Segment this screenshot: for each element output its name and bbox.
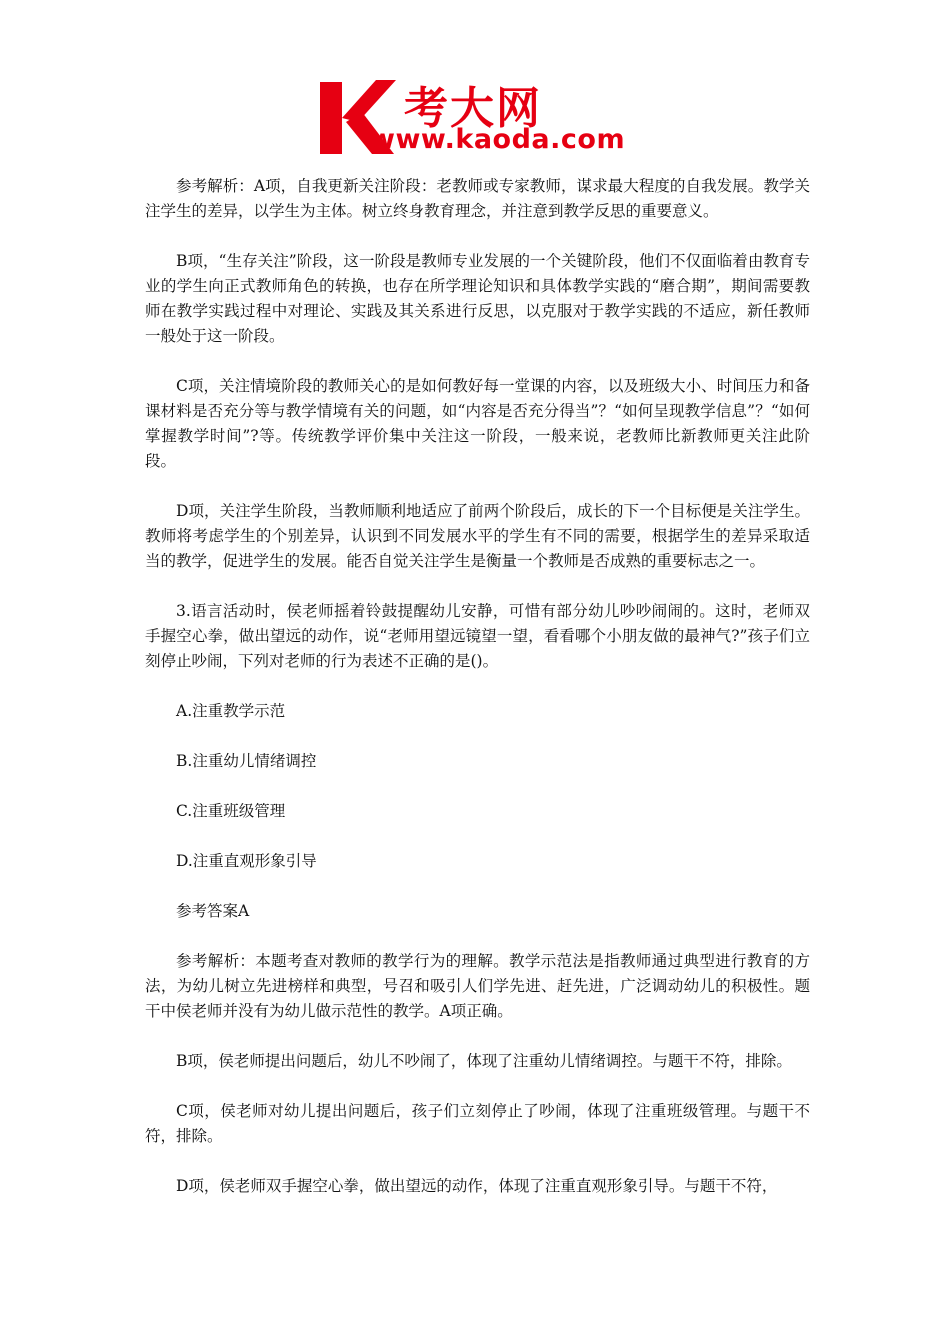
paragraph-analysis-a: 参考解析：A项，自我更新关注阶段：老教师或专家教师，谋求最大程度的自我发展。教学关注学生的差异，以学生为主体。树立终身教育理念，并注意到教学反思的重要意义。 [145, 177, 810, 220]
paragraph-analysis-b: B项，“生存关注”阶段，这一阶段是教师专业发展的一个关键阶段，他们不仅面临着由教育专业的学生向正式教师角色的转换，也存在所学理论知识和具体教学实践的“磨合期”，期间需要教师在教学实践过程中对理论、实践及其关系进行反思，以克服对于教学实践的不适应，新任教师一般处于这一阶段。 [145, 252, 810, 345]
answer-analysis-b: B项，侯老师提出问题后，幼儿不吵闹了，体现了注重幼儿情绪调控。与题干不符，排除。 [176, 1052, 792, 1070]
question-3-stem: 3.语言活动时，侯老师摇着铃鼓提醒幼儿安静，可惜有部分幼儿吵吵闹闹的。这时，老师双手握空心拳，做出望远的动作，说“老师用望远镜望一望，看看哪个小朋友做的最神气?”孩子们立刻停止吵闹，下列对老师的行为表述不正确的是()。 [145, 602, 810, 670]
document-body [145, 174, 810, 1224]
option-a: A.注重教学示范 [176, 702, 286, 720]
reference-answer: 参考答案A [176, 902, 250, 920]
logo-brand-text: 考大网 [404, 83, 542, 134]
answer-analysis: 参考解析：本题考查对教师的教学行为的理解。教学示范法是指教师通过典型进行教育的方法，为幼儿树立先进榜样和典型，号召和吸引人们学先进、赶先进，广泛调动幼儿的积极性。题干中侯老师并没有为幼儿做示范性的教学。A项正确。 [145, 952, 810, 1020]
option-c: C.注重班级管理 [176, 802, 286, 820]
answer-analysis-d: D项，侯老师双手握空心拳，做出望远的动作，体现了注重直观形象引导。与题干不符， [176, 1177, 778, 1195]
option-b: B.注重幼儿情绪调控 [176, 752, 317, 770]
paragraph-analysis-c: C项，关注情境阶段的教师关心的是如何教好每一堂课的内容，以及班级大小、时间压力和备课材料是否充分等与教学情境有关的问题，如“内容是否充分得当”？“如何呈现教学信息”？“如何掌握教学时间”?等。传统教学评价集中关注这一阶段，一般来说，老教师比新教师更关注此阶段。 [145, 377, 810, 470]
logo-url-text: www.kaoda.com [370, 124, 626, 155]
option-d: D.注重直观形象引导 [176, 852, 317, 870]
paragraph-analysis-d: D项，关注学生阶段，当教师顺利地适应了前两个阶段后，成长的下一个目标便是关注学生。教师将考虑学生的个别差异，认识到不同发展水平的学生有不同的需要，根据学生的差异采取适当的教学，促进学生的发展。能否自觉关注学生是衡量一个教师是否成熟的重要标志之一。 [145, 502, 810, 570]
answer-analysis-c: C项，侯老师对幼儿提出问题后，孩子们立刻停止了吵闹，体现了注重班级管理。与题干不符，排除。 [145, 1102, 810, 1145]
kaoda-logo [318, 78, 648, 160]
